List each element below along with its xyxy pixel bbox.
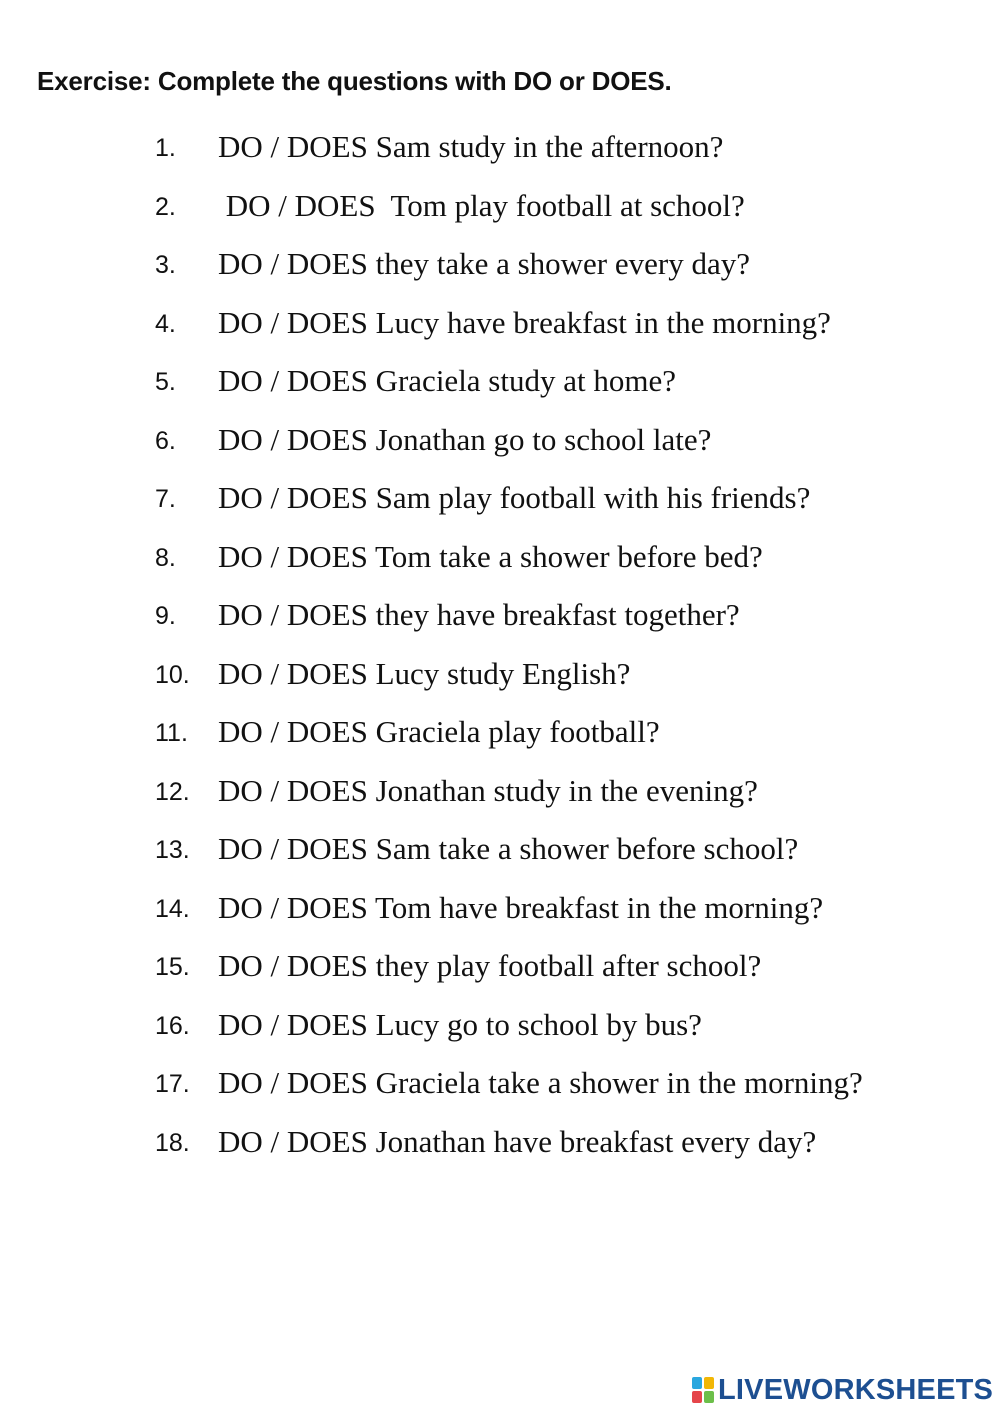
question-number: 13. <box>155 836 190 864</box>
question-item <box>0 1063 1000 1122</box>
question-text: DO / DOES Graciela study at home? <box>218 363 676 398</box>
question-item <box>0 946 1000 1005</box>
logo-mark-square <box>692 1377 702 1389</box>
question-number: 4. <box>155 309 176 338</box>
logo-text: LIVEWORKSHEETS <box>718 1374 994 1406</box>
liveworksheets-logo-icon <box>692 1377 714 1403</box>
question-text: DO / DOES they play football after school? <box>218 948 762 983</box>
question-text: DO / DOES they have breakfast together? <box>218 597 740 632</box>
question-text: DO / DOES Sam take a shower before school? <box>218 831 799 866</box>
question-text: DO / DOES Graciela take a shower in the morning? <box>218 1065 863 1100</box>
question-number: 6. <box>155 426 176 455</box>
question-text: DO / DOES Sam play football with his friends? <box>218 480 811 515</box>
question-text: DO / DOES Tom play football at school? <box>218 187 745 223</box>
question-text: DO / DOES they take a shower every day? <box>218 246 750 281</box>
question-number: 14. <box>155 894 190 923</box>
question-number: 2. <box>155 192 176 221</box>
question-number: 10. <box>155 660 190 689</box>
question-number: 1. <box>155 134 176 162</box>
question-number: 11. <box>155 719 188 747</box>
question-item <box>0 478 1000 537</box>
question-text: DO / DOES Jonathan study in the evening? <box>218 772 758 808</box>
question-text: DO / DOES Jonathan go to school late? <box>218 421 712 457</box>
question-text: DO / DOES Jonathan have breakfast every day? <box>218 1123 817 1159</box>
logo-mark-square <box>692 1391 702 1403</box>
question-item <box>0 303 1000 362</box>
question-item <box>0 829 1000 888</box>
liveworksheets-logo <box>692 1373 993 1407</box>
question-list <box>0 127 1000 1180</box>
question-number: 15. <box>155 953 190 981</box>
page-title: Exercise: Complete the questions with DO or DOES. <box>37 66 672 96</box>
question-number: 5. <box>155 368 176 396</box>
question-text: DO / DOES Lucy study English? <box>218 655 631 691</box>
question-item <box>0 186 1000 245</box>
question-number: 12. <box>155 777 190 806</box>
question-text: DO / DOES Lucy go to school by bus? <box>218 1006 702 1042</box>
question-text: DO / DOES Tom have breakfast in the morning? <box>218 889 824 925</box>
question-item <box>0 537 1000 596</box>
question-text: DO / DOES Sam study in the afternoon? <box>218 129 724 164</box>
question-item <box>0 888 1000 947</box>
question-item <box>0 127 1000 186</box>
question-item <box>0 1005 1000 1064</box>
question-number: 18. <box>155 1128 190 1157</box>
question-text: DO / DOES Tom take a shower before bed? <box>218 538 763 574</box>
question-item <box>0 244 1000 303</box>
question-item <box>0 420 1000 479</box>
question-number: 8. <box>155 543 176 572</box>
question-item <box>0 712 1000 771</box>
question-number: 17. <box>155 1070 190 1098</box>
logo-mark-square <box>704 1377 714 1389</box>
question-item <box>0 595 1000 654</box>
question-text: DO / DOES Lucy have breakfast in the morning? <box>218 304 831 340</box>
logo-mark-square <box>704 1391 714 1403</box>
question-item <box>0 654 1000 713</box>
question-item <box>0 361 1000 420</box>
question-text: DO / DOES Graciela play football? <box>218 714 660 749</box>
question-number: 16. <box>155 1011 190 1040</box>
question-number: 7. <box>155 485 176 513</box>
question-number: 9. <box>155 602 176 630</box>
question-item <box>0 771 1000 830</box>
question-item <box>0 1122 1000 1181</box>
question-number: 3. <box>155 251 176 279</box>
